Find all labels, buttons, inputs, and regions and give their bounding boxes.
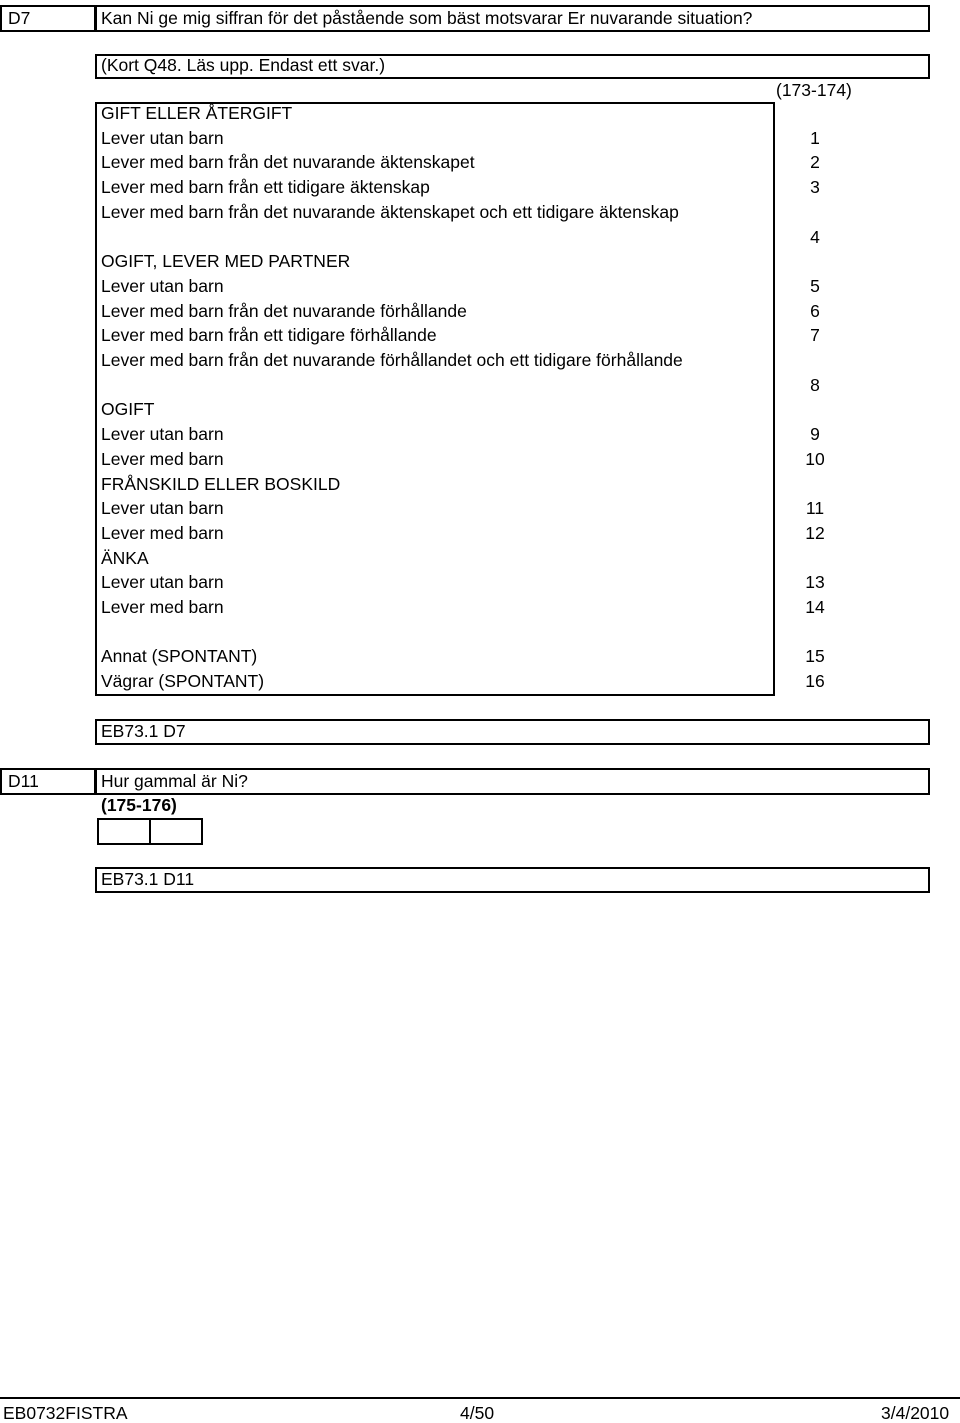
answer-code[interactable]: 9: [810, 424, 820, 445]
answer-code[interactable]: 13: [805, 572, 825, 593]
d7-ref-cell: [95, 719, 930, 745]
footer-page: 4/50: [460, 1403, 495, 1423]
answer-label: Lever med barn från ett tidigare förhållande: [101, 325, 437, 346]
d11-question: Hur gammal är Ni?: [101, 771, 248, 791]
group-heading: FRÅNSKILD ELLER BOSKILD: [101, 473, 341, 494]
group-heading: OGIFT: [101, 399, 155, 420]
answer-label: Lever utan barn: [101, 127, 224, 148]
answer-code[interactable]: 5: [810, 275, 820, 296]
answer-code[interactable]: 8: [810, 374, 820, 395]
answer-code[interactable]: 10: [805, 448, 825, 469]
answer-code[interactable]: 16: [805, 671, 825, 692]
group-heading: GIFT ELLER ÅTERGIFT: [101, 103, 293, 123]
answer-label: Lever med barn från ett tidigare äktenskap: [101, 177, 430, 198]
d7-columns: (173-174): [776, 80, 852, 100]
answer-code[interactable]: 12: [805, 522, 825, 543]
answer-label: Lever med barn från det nuvarande förhållande: [101, 300, 467, 321]
answer-code[interactable]: 7: [810, 325, 820, 346]
d11-ref: EB73.1 D11: [101, 869, 195, 889]
answer-label: Lever med barn: [101, 448, 224, 469]
d7-id: D7: [8, 8, 31, 28]
d11-ref-cell: [95, 867, 930, 893]
group-heading: ÄNKA: [101, 547, 149, 568]
d7-question: Kan Ni ge mig siffran för det påstående som bäst motsvarar Er nuvarande situation?: [101, 8, 753, 28]
answer-code[interactable]: 1: [810, 127, 820, 148]
answer-code[interactable]: 3: [810, 177, 820, 198]
answer-code[interactable]: 6: [810, 300, 820, 321]
footer-rule: [0, 1397, 960, 1399]
answer-code[interactable]: 15: [805, 646, 825, 667]
answer-code[interactable]: 2: [810, 152, 820, 173]
answer-label: Lever utan barn: [101, 498, 224, 519]
answer-label: Lever utan barn: [101, 424, 224, 445]
answer-label: Lever utan barn: [101, 572, 224, 593]
answer-label: Lever med barn: [101, 522, 224, 543]
d11-digit-box-2[interactable]: [149, 818, 203, 845]
answer-label: Annat (SPONTANT): [101, 646, 258, 667]
answer-code[interactable]: 14: [805, 597, 825, 617]
answer-label: Lever med barn från det nuvarande äktenskapet och ett tidigare äktenskap: [101, 201, 679, 222]
answer-label: Vägrar (SPONTANT): [101, 671, 265, 692]
answer-code[interactable]: 4: [810, 226, 820, 247]
d7-ref: EB73.1 D7: [101, 721, 186, 741]
answer-label: Lever med barn: [101, 597, 224, 617]
answer-label: Lever utan barn: [101, 275, 224, 296]
footer-date: 3/4/2010: [881, 1403, 950, 1423]
d7-instruction: (Kort Q48. Läs upp. Endast ett svar.): [101, 55, 386, 75]
d11-id: D11: [8, 771, 39, 791]
d11-digit-box-1[interactable]: [97, 818, 151, 845]
group-heading: OGIFT, LEVER MED PARTNER: [101, 251, 351, 272]
d11-columns: (175-176): [101, 795, 177, 815]
answer-label: Lever med barn från det nuvarande äktenskapet: [101, 152, 475, 173]
answer-code[interactable]: 11: [805, 498, 825, 519]
answer-label: Lever med barn från det nuvarande förhållandet och ett tidigare förhållande: [101, 350, 683, 370]
footer-code: EB0732FISTRA: [3, 1403, 128, 1423]
